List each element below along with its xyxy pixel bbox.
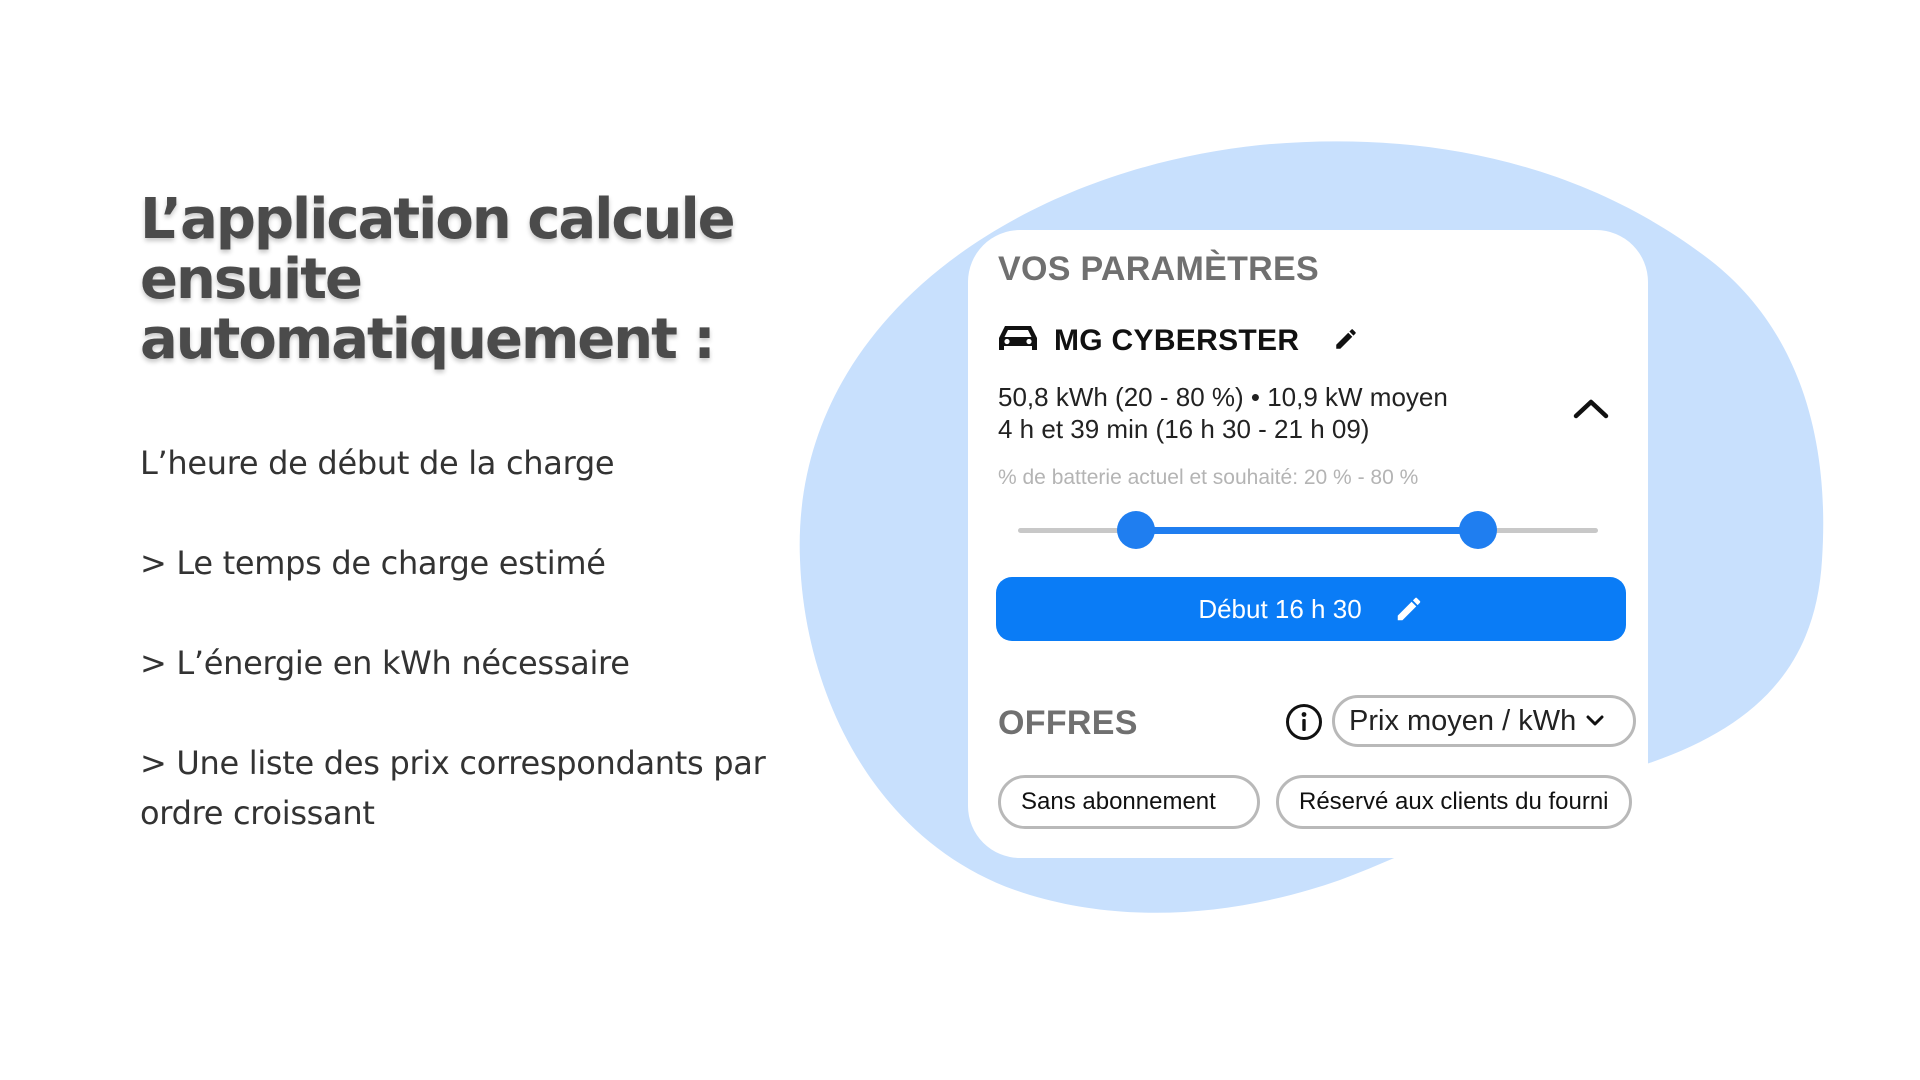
start-time-label: Début 16 h 30 [1198, 593, 1362, 624]
bullet-list [140, 438, 780, 838]
bullet-item: > Une liste des prix correspondants par ordre croissant [140, 744, 766, 832]
charge-energy-summary: 50,8 kWh (20 - 80 %) • 10,9 kW moyen [998, 382, 1448, 412]
slider-selected-range [1136, 527, 1478, 534]
filter-chip-no-subscription[interactable] [998, 775, 1260, 829]
vehicle-row [996, 322, 1359, 360]
offers-section-title: OFFRES [998, 704, 1138, 742]
charge-time-summary: 4 h et 39 min (16 h 30 - 21 h 09) [998, 414, 1370, 444]
sort-select[interactable] [1332, 695, 1636, 747]
car-icon [996, 322, 1040, 360]
slider-thumb-target[interactable] [1459, 511, 1497, 549]
left-text-column [140, 187, 780, 838]
slider-thumb-current[interactable] [1117, 511, 1155, 549]
filter-chip-reserved-clients[interactable] [1276, 775, 1632, 829]
pencil-icon[interactable] [1333, 326, 1359, 356]
battery-range-hint: % de batterie actuel et souhaité: 20 % - 80 % [998, 466, 1419, 489]
sort-select-value: Prix moyen / kWh [1349, 704, 1577, 737]
pencil-icon [1394, 594, 1424, 624]
info-icon[interactable] [1284, 702, 1324, 746]
vehicle-name: MG CYBERSTER [1054, 324, 1300, 357]
start-time-button[interactable] [996, 577, 1626, 641]
chevron-down-icon [1586, 715, 1604, 727]
bullet-item: L’heure de début de la charge [140, 444, 615, 482]
battery-range-slider[interactable] [1018, 510, 1598, 550]
params-section-title: VOS PARAMÈTRES [998, 250, 1319, 288]
app-settings-card [968, 230, 1648, 858]
chip-label: Sans abonnement [1021, 788, 1216, 815]
slide-headline: L’application calcule ensuite automatiquement : [140, 187, 734, 372]
bullet-item: > Le temps de charge estimé [140, 544, 606, 582]
chevron-up-icon[interactable] [1572, 396, 1610, 424]
chip-label: Réservé aux clients du fourni [1299, 788, 1609, 815]
bullet-item: > L’énergie en kWh nécessaire [140, 644, 630, 682]
